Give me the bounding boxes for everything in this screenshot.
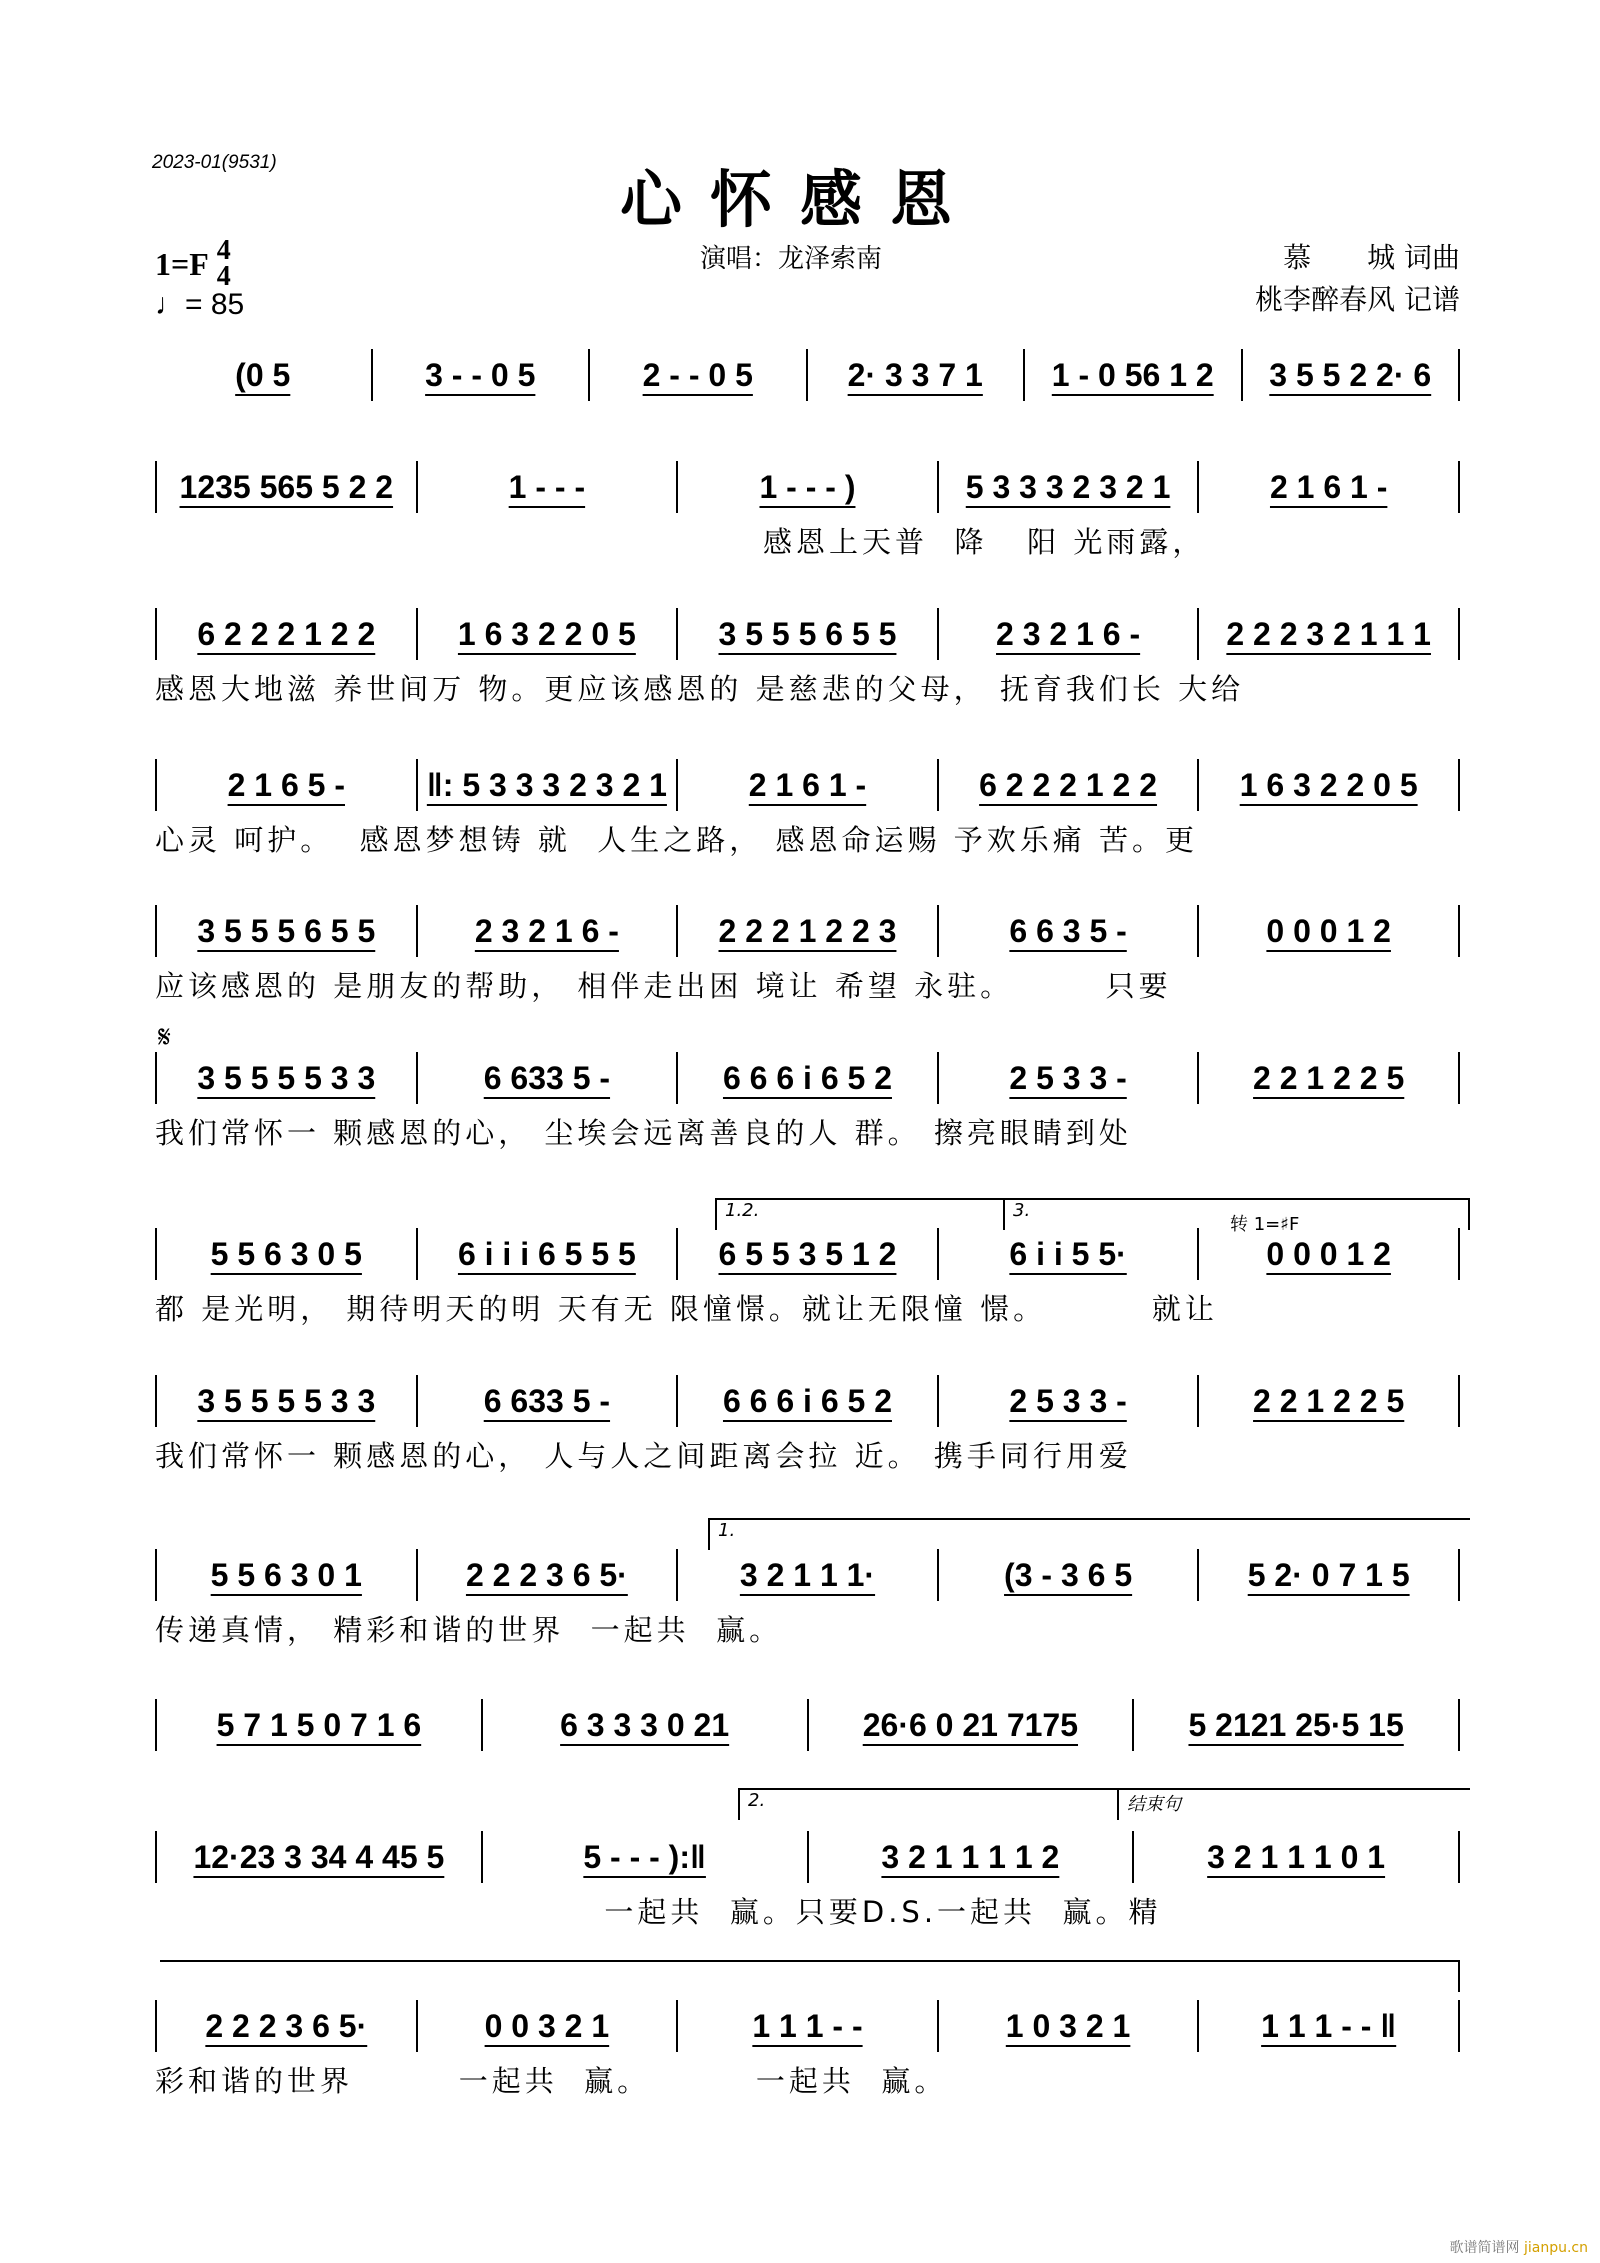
modulation: 转 1=♯F bbox=[1230, 1214, 1300, 1235]
measure-notes: 1 6 3 2 2 0 5 bbox=[457, 615, 636, 652]
notes bbox=[155, 462, 1460, 512]
measure-notes: 6 5 5 3 5 1 2 bbox=[718, 1235, 897, 1272]
measure-notes: 6 633 5 - bbox=[483, 1382, 611, 1419]
measure-notes: 5 5 6 3 0 1 bbox=[210, 1556, 362, 1593]
notes bbox=[155, 760, 1460, 810]
measure-notes: 12·23 3 34 4 45 5 bbox=[193, 1838, 445, 1875]
watermark-en: jianpu.cn bbox=[1523, 2240, 1588, 2256]
measure bbox=[809, 1831, 1135, 1883]
measure bbox=[1025, 349, 1243, 401]
measure bbox=[678, 1228, 939, 1280]
measure bbox=[939, 1228, 1200, 1280]
notes bbox=[155, 350, 1460, 400]
measure-notes: 0 0 3 2 1 bbox=[484, 2007, 610, 2044]
watermark bbox=[1450, 2237, 1588, 2257]
measure-notes: 2 - - 0 5 bbox=[642, 356, 753, 393]
notes bbox=[155, 1229, 1460, 1279]
score-line bbox=[155, 1229, 1460, 1326]
measure-notes: 6 6 3 5 - bbox=[1009, 912, 1127, 949]
measure bbox=[939, 1549, 1200, 1601]
measure-notes: 5 7 1 5 0 7 1 6 bbox=[216, 1706, 422, 1743]
measure bbox=[1199, 1549, 1460, 1601]
measure bbox=[155, 759, 418, 811]
measure bbox=[808, 349, 1026, 401]
measure bbox=[939, 2000, 1200, 2052]
measure bbox=[590, 349, 808, 401]
measure bbox=[1199, 461, 1460, 513]
measure-notes: 6 6 6 i 6 5 2 bbox=[722, 1382, 892, 1419]
notes bbox=[155, 2001, 1460, 2051]
notes bbox=[155, 609, 1460, 659]
measure bbox=[678, 461, 939, 513]
measure-notes: 2 1 6 1 - bbox=[748, 766, 867, 803]
measure bbox=[155, 1831, 483, 1883]
measure-notes: 2 1 6 1 - bbox=[1269, 468, 1388, 505]
measure-notes: 5 2· 0 7 1 5 bbox=[1247, 1556, 1410, 1593]
measure bbox=[1199, 759, 1460, 811]
measure-notes: 2 2 2 3 2 1 1 1 bbox=[1226, 615, 1431, 652]
measure-notes: 2 3 2 1 6 - bbox=[996, 615, 1141, 652]
measure-notes: 26·6 0 21 7175 bbox=[862, 1706, 1079, 1743]
measure-notes: 6 i i i 6 5 5 5 bbox=[457, 1235, 636, 1272]
measure bbox=[1243, 349, 1461, 401]
score-code: 2023-01(9531) bbox=[152, 152, 277, 173]
measure bbox=[1199, 1375, 1460, 1427]
measure bbox=[939, 1052, 1200, 1104]
score-line bbox=[155, 609, 1460, 706]
measure-notes: 1 - - - bbox=[508, 468, 586, 505]
notes bbox=[155, 1053, 1460, 1103]
measure bbox=[939, 461, 1200, 513]
measure-notes: ‖: 5 3 3 3 2 3 2 1 bbox=[426, 766, 667, 803]
measure-notes: 6 i i 5 5· bbox=[1009, 1235, 1127, 1272]
measure bbox=[155, 905, 418, 957]
lyrics: 传递真情， 精彩和谐的世界 一起共 赢。 bbox=[155, 1613, 783, 1647]
lyrics: 应该感恩的 是朋友的帮助， 相伴走出困 境让 希望 永驻。 只要 bbox=[155, 969, 1172, 1003]
measure-notes: 1235 565 5 2 2 bbox=[179, 468, 394, 505]
time-signature bbox=[216, 235, 231, 292]
measure-notes: 3 5 5 5 6 5 5 bbox=[197, 912, 376, 949]
notes bbox=[155, 906, 1460, 956]
lyrics: 一起共 赢。只要D.S.一起共 赢。精 bbox=[155, 1895, 1162, 1929]
key-signature bbox=[155, 235, 231, 292]
score-line bbox=[155, 1550, 1460, 1647]
key: 1=F bbox=[155, 245, 209, 282]
measure-notes: 1 6 3 2 2 0 5 bbox=[1239, 766, 1418, 803]
measure-notes: 3 5 5 2 2· 6 bbox=[1269, 356, 1432, 393]
measure-notes: 5 2121 25·5 15 bbox=[1188, 1706, 1404, 1743]
measure-notes: 2 2 2 1 2 2 3 bbox=[718, 912, 897, 949]
measure-notes: 2 5 3 3 - bbox=[1009, 1059, 1127, 1096]
measure-notes: 6 6 6 i 6 5 2 bbox=[722, 1059, 892, 1096]
measure-notes: 6 3 3 3 0 21 bbox=[560, 1706, 730, 1743]
measure bbox=[1199, 1052, 1460, 1104]
measure-notes: 0 0 0 1 2 bbox=[1266, 912, 1391, 949]
measure bbox=[1199, 2000, 1460, 2052]
lyrics: 我们常怀一 颗感恩的心， 人与人之间距离会拉 近。 携手同行用爱 bbox=[155, 1439, 1132, 1473]
measure bbox=[155, 1052, 418, 1104]
measure bbox=[418, 1052, 679, 1104]
volta-1-2: 1.2. bbox=[715, 1198, 1005, 1230]
measure bbox=[939, 608, 1200, 660]
measure bbox=[678, 1549, 939, 1601]
measure bbox=[678, 1375, 939, 1427]
measure-notes: 2 1 6 5 - bbox=[227, 766, 345, 803]
measure bbox=[678, 2000, 939, 2052]
score-line bbox=[155, 1376, 1460, 1473]
measure-notes: 2 2 2 3 6 5· bbox=[465, 1556, 628, 1593]
measure-notes: 2 3 2 1 6 - bbox=[474, 912, 619, 949]
time-top: 4 bbox=[216, 235, 231, 266]
measure bbox=[1199, 905, 1460, 957]
measure bbox=[809, 1699, 1135, 1751]
measure bbox=[418, 461, 679, 513]
measure bbox=[155, 2000, 418, 2052]
segno-sign: 𝄋 bbox=[158, 1020, 171, 1055]
measure-notes: 1 0 3 2 1 bbox=[1005, 2007, 1131, 2044]
lyrics: 感恩上天普 降 阳 光雨露， bbox=[155, 525, 1206, 559]
singer: 演唱：龙泽索南 bbox=[700, 244, 883, 274]
song-title: 心怀感恩 bbox=[619, 163, 980, 236]
score-line bbox=[155, 1053, 1460, 1150]
measure bbox=[483, 1699, 809, 1751]
measure bbox=[155, 1549, 418, 1601]
measure bbox=[418, 1549, 679, 1601]
lyrics: 彩和谐的世界 一起共 赢。 一起共 赢。 bbox=[155, 2064, 948, 2098]
measure bbox=[1199, 608, 1460, 660]
measure-notes: 3 2 1 1 1 0 1 bbox=[1207, 1838, 1386, 1875]
measure-notes: 6 633 5 - bbox=[483, 1059, 611, 1096]
measure bbox=[155, 1699, 483, 1751]
lyrics: 感恩大地滋 养世间万 物。更应该感恩的 是慈悲的父母， 抚育我们长 大给 bbox=[155, 672, 1245, 706]
measure bbox=[418, 2000, 679, 2052]
measure bbox=[939, 905, 1200, 957]
measure-notes: 2 2 1 2 2 5 bbox=[1253, 1059, 1405, 1096]
measure-notes: 3 5 5 5 5 3 3 bbox=[197, 1059, 376, 1096]
measure bbox=[678, 905, 939, 957]
transcriber: 桃李醉春风 记谱 bbox=[1255, 283, 1460, 316]
measure-notes: 3 - - 0 5 bbox=[425, 356, 536, 393]
measure-notes: 2 2 2 3 6 5· bbox=[205, 2007, 368, 2044]
measure bbox=[418, 1228, 679, 1280]
measure bbox=[418, 1375, 679, 1427]
volta-1: 1. bbox=[708, 1518, 1470, 1550]
lyricist-composer: 慕 城 词曲 bbox=[1283, 241, 1460, 274]
measure-notes: (0 5 bbox=[235, 356, 291, 393]
measure bbox=[1134, 1831, 1460, 1883]
volta-2: 2. bbox=[738, 1788, 1120, 1820]
score-line bbox=[155, 1832, 1460, 1929]
score-line bbox=[155, 906, 1460, 1003]
score-line bbox=[155, 2001, 1460, 2098]
measure-notes: 2· 3 3 7 1 bbox=[847, 356, 983, 393]
measure bbox=[678, 759, 939, 811]
measure-notes: 2 2 1 2 2 5 bbox=[1253, 1382, 1405, 1419]
measure bbox=[1199, 1228, 1460, 1280]
score-line bbox=[155, 760, 1460, 857]
measure-notes: 5 3 3 3 2 3 2 1 bbox=[965, 468, 1171, 505]
measure-notes: 3 5 5 5 6 5 5 bbox=[718, 615, 897, 652]
watermark-cn: 歌谱简谱网 bbox=[1449, 2240, 1520, 2256]
score-line bbox=[155, 462, 1460, 559]
measure-notes: 1 1 1 - - bbox=[752, 2007, 863, 2044]
measure bbox=[678, 608, 939, 660]
notes bbox=[155, 1832, 1460, 1882]
measure-notes: 3 2 1 1 1 1 2 bbox=[881, 1838, 1060, 1875]
measure bbox=[155, 349, 373, 401]
lyrics: 我们常怀一 颗感恩的心， 尘埃会远离善良的人 群。 擦亮眼睛到处 bbox=[155, 1116, 1132, 1150]
measure bbox=[155, 608, 418, 660]
lyrics: 都 是光明， 期待明天的明 天有无 限憧憬。就让无限憧 憬。 就让 bbox=[155, 1292, 1218, 1326]
score-line bbox=[155, 1700, 1460, 1750]
measure bbox=[483, 1831, 809, 1883]
measure-notes: 1 1 1 - - ‖ bbox=[1261, 2007, 1397, 2044]
time-bottom: 4 bbox=[216, 261, 231, 292]
tempo: ♩= 85 bbox=[155, 288, 245, 321]
measure-notes: 2 5 3 3 - bbox=[1009, 1382, 1127, 1419]
measure-notes: 6 2 2 2 1 2 2 bbox=[979, 766, 1158, 803]
measure-notes: 1 - - - ) bbox=[759, 468, 856, 505]
measure-notes: 6 2 2 2 1 2 2 bbox=[197, 615, 376, 652]
ending-bracket bbox=[160, 1960, 1460, 1992]
measure bbox=[939, 759, 1200, 811]
measure bbox=[418, 905, 679, 957]
measure bbox=[155, 1228, 418, 1280]
measure-notes: 5 5 6 3 0 5 bbox=[210, 1235, 362, 1272]
measure bbox=[678, 1052, 939, 1104]
measure-notes: 1 - 0 56 1 2 bbox=[1051, 356, 1214, 393]
notes bbox=[155, 1700, 1460, 1750]
measure bbox=[155, 1375, 418, 1427]
ending-phrase: 结束句 bbox=[1117, 1788, 1470, 1820]
measure-notes: (3 - 3 6 5 bbox=[1004, 1556, 1133, 1593]
measure bbox=[418, 759, 679, 811]
notes bbox=[155, 1376, 1460, 1426]
measure bbox=[155, 461, 418, 513]
measure bbox=[1134, 1699, 1460, 1751]
lyrics: 心灵 呵护。 感恩梦想铸 就 人生之路， 感恩命运赐 予欢乐痛 苦。更 bbox=[155, 823, 1198, 857]
measure bbox=[418, 608, 679, 660]
score-line bbox=[155, 350, 1460, 400]
measure-notes: 0 0 0 1 2 bbox=[1266, 1235, 1391, 1272]
volta-3-label: 3. bbox=[1013, 1200, 1031, 1221]
measure-notes: 3 2 1 1 1· bbox=[739, 1556, 876, 1593]
measure-notes: 5 - - - ):‖ bbox=[583, 1838, 706, 1875]
notes bbox=[155, 1550, 1460, 1600]
measure-notes: 3 5 5 5 5 3 3 bbox=[197, 1382, 376, 1419]
measure bbox=[939, 1375, 1200, 1427]
measure bbox=[373, 349, 591, 401]
